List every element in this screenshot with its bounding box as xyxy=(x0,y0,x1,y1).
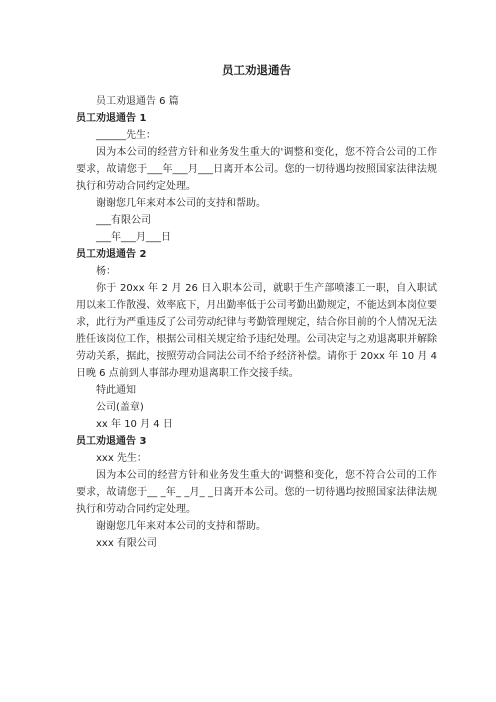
company-line: xxx 有限公司 xyxy=(96,538,157,549)
body-paragraph: 因为本公司的经营方针和业务发生重大的'调整和变化，您不符合公司的工作要求，故请您于__ _年_ _月_ _日离开本公司。您的一切待遇均按照国家法律法规执行和劳动合同约定处理。 xyxy=(76,470,437,515)
date-line: ___年___月___日 xyxy=(96,232,171,243)
section-heading: 员工劝退通告 3 xyxy=(76,436,147,447)
company-line: 公司(盖章) xyxy=(96,402,144,413)
section-heading: 员工劝退通告 1 xyxy=(76,113,147,124)
date-line: xx 年 10 月 4 日 xyxy=(96,419,173,430)
salutation: xxx 先生： xyxy=(96,453,147,464)
salutation: 杨： xyxy=(96,266,116,277)
document-title: 员工劝退通告 xyxy=(222,63,291,77)
body-paragraph: 你于 20xx 年 2 月 26 日入职本公司，就职于生产部喷漆工一职，自入职试用以来工作散漫、效率底下，月出勤率低于公司考勤出勤规定，不能达到本岗位要求，此行为严重违反了公司劳动纪律与考勤管理规定，结合你目前的个人情况无法胜任该岗位工作，根据公司相关规定给予违纪处理。公司决定与之劝退离职并解除劳动关系，据此，按照劳动合同法公司不给予经济补偿。请你于 20xx 年 10 月 4 日晚 6 点前到人事部办理劝退离职工作交接手续。 xyxy=(76,283,437,379)
notice-line: 特此通知 xyxy=(96,385,136,396)
thanks-line: 谢谢您几年来对本公司的支持和帮助。 xyxy=(96,198,266,209)
document-intro: 员工劝退通告 6 篇 xyxy=(96,96,179,107)
section-heading: 员工劝退通告 2 xyxy=(76,249,147,260)
salutation: ______先生： xyxy=(96,130,156,141)
company-line: ___有限公司 xyxy=(96,215,151,226)
body-paragraph: 因为本公司的经营方针和业务发生重大的'调整和变化，您不符合公司的工作要求，故请您于___年___月___日离开本公司。您的一切待遇均按照国家法律法规执行和劳动合同约定处理。 xyxy=(76,147,437,192)
thanks-line: 谢谢您几年来对本公司的支持和帮助。 xyxy=(96,521,266,532)
